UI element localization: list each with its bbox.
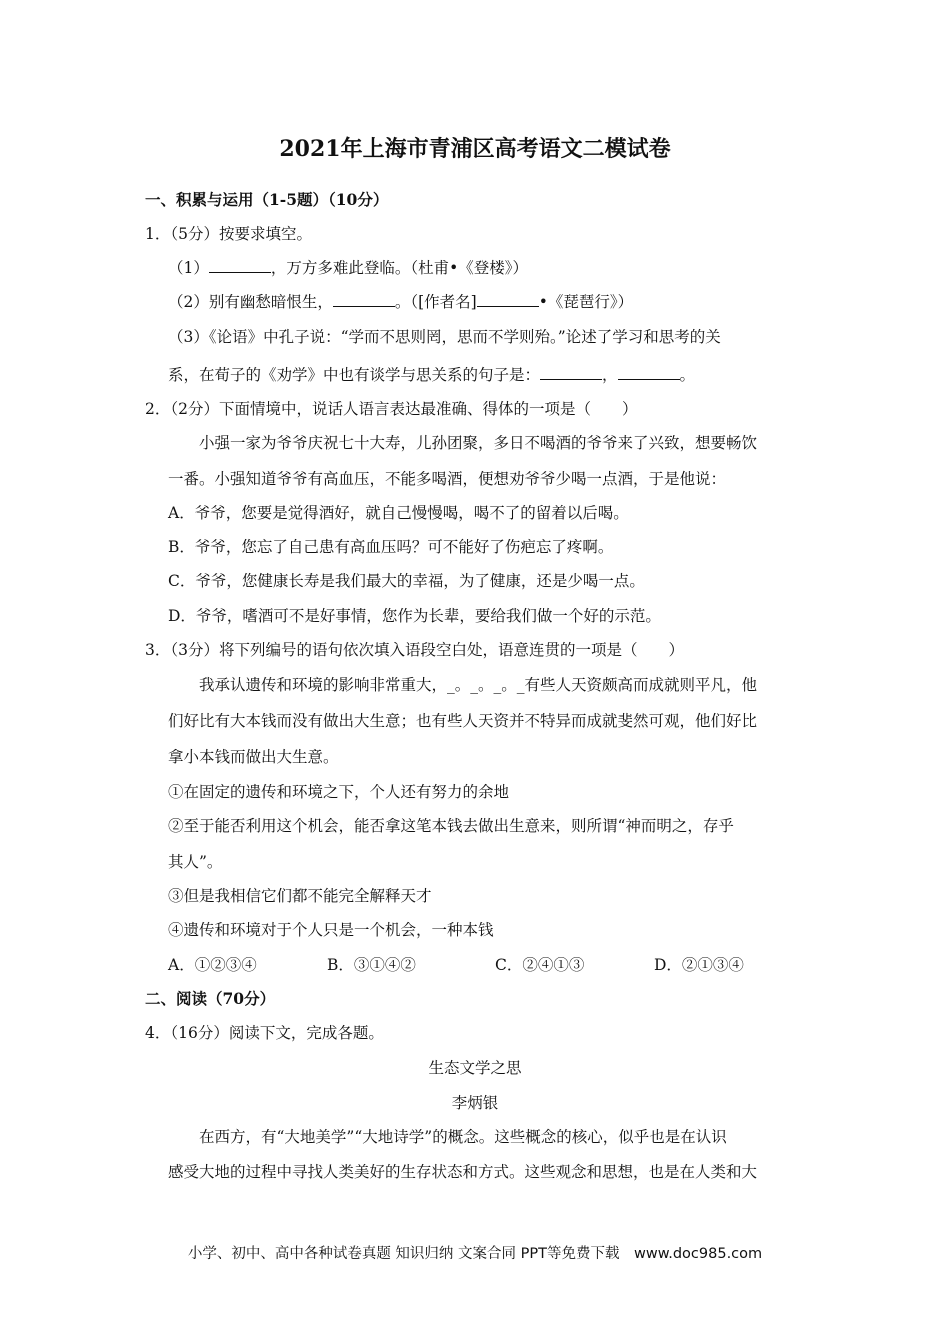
q2-para-line2: 一番。小强知道爷爷有高血压，不能多喝酒，便想劝爷爷少喝一点酒，于是他说： — [168, 470, 727, 488]
q2-para-line1: 小强一家为爷爷庆祝七十大寿，儿孙团聚，多日不喝酒的爷爷来了兴致，想要畅饮 — [199, 434, 758, 452]
q3-sentence-2-line2: 其人”。 — [168, 853, 223, 871]
q3-sentence-1: ①在固定的遗传和环境之下，个人还有努力的余地 — [168, 783, 510, 801]
q1-item3-line2-prefix: 系，在荀子的《劝学》中也有谈学与思关系的句子是： — [168, 366, 541, 384]
answer-blank — [618, 363, 680, 380]
article-title: 生态文学之思 — [428, 1059, 522, 1077]
q1-item1 — [168, 256, 528, 280]
q2-option-b: B．爷爷，您忘了自己患有高血压吗？可不能好了伤疤忘了疼啊。 — [168, 538, 614, 556]
q3-option-d: D．②①③④ — [654, 956, 744, 974]
q4-para-line1: 在西方，有“大地美学”“大地诗学”的概念。这些概念的核心，似乎也是在认识 — [199, 1128, 727, 1146]
page-footer: 小学、初中、高中各种试卷真题 知识归纳 文案合同 PPT等免费下载 www.doc985.com — [187, 1246, 763, 1262]
q3-para-line1: 我承认遗传和环境的影响非常重大，_。_。_。_有些人天资颇高而成就则平凡，他 — [199, 676, 758, 694]
section-2-heading: 二、阅读（70分） — [145, 989, 276, 1008]
q2-option-a: A．爷爷，您要是觉得酒好，就自己慢慢喝，喝不了的留着以后喝。 — [168, 504, 629, 522]
q1-item1-suffix: ，万方多难此登临。（杜甫•《登楼》） — [270, 259, 529, 277]
q1-item2-mid: 。（[作者名] — [394, 293, 477, 311]
q3-sentence-4: ④遗传和环境对于个人只是一个机会，一种本钱 — [168, 921, 494, 939]
q1-stem: 1．（5分）按要求填空。 — [145, 225, 312, 243]
page-title: 2021年上海市青浦区高考语文二模试卷 — [279, 136, 671, 162]
q1-item3-line1: （3）《论语》中孔子说：“学而不思则罔，思而不学则殆。”论述了学习和思考的关 — [168, 328, 721, 346]
article-author: 李炳银 — [451, 1094, 499, 1112]
q3-option-c: C．②④①③ — [495, 956, 585, 974]
q3-option-a: A．①②③④ — [168, 956, 257, 974]
answer-blank — [477, 290, 539, 307]
q1-item2 — [168, 290, 633, 314]
answer-blank — [209, 256, 271, 273]
q1-item3-line2-mid: ， — [602, 366, 618, 384]
section-1-heading: 一、积累与运用（1-5题）（10分） — [145, 190, 389, 209]
q2-option-c: C．爷爷，您健康长寿是我们最大的幸福，为了健康，还是少喝一点。 — [168, 572, 645, 590]
q1-item3-line2 — [168, 363, 695, 387]
q3-sentence-2-line1: ②至于能否利用这个机会，能否拿这笔本钱去做出生意来，则所谓“神而明之，存乎 — [168, 817, 734, 835]
q1-item3-line2-suffix: 。 — [679, 366, 696, 384]
q4-para-line2: 感受大地的过程中寻找人类美好的生存状态和方式。这些观念和思想，也是在人类和大 — [168, 1163, 758, 1181]
q3-para-line2: 们好比有大本钱而没有做出大生意；也有些人天资并不特异而成就斐然可观，他们好比 — [168, 712, 758, 730]
answer-blank — [540, 363, 602, 380]
q2-option-d: D．爷爷，嗜酒可不是好事情，您作为长辈，要给我们做一个好的示范。 — [168, 607, 661, 625]
q3-stem: 3．（3分）将下列编号的语句依次填入语段空白处，语意连贯的一项是（ ） — [145, 641, 684, 659]
q1-item2-prefix: （2）别有幽愁暗恨生， — [168, 293, 333, 311]
q4-stem: 4．（16分）阅读下文，完成各题。 — [145, 1024, 384, 1042]
answer-blank — [333, 290, 395, 307]
q3-para-line3: 拿小本钱而做出大生意。 — [168, 748, 339, 766]
q2-stem: 2．（2分）下面情境中，说话人语言表达最准确、得体的一项是（ ） — [145, 400, 638, 418]
q3-sentence-3: ③但是我相信它们都不能完全解释天才 — [168, 887, 432, 905]
q1-item1-prefix: （1） — [168, 259, 209, 277]
q1-item2-suffix: •《琵琶行》） — [538, 293, 634, 311]
q3-option-b: B．③①④② — [327, 956, 416, 974]
